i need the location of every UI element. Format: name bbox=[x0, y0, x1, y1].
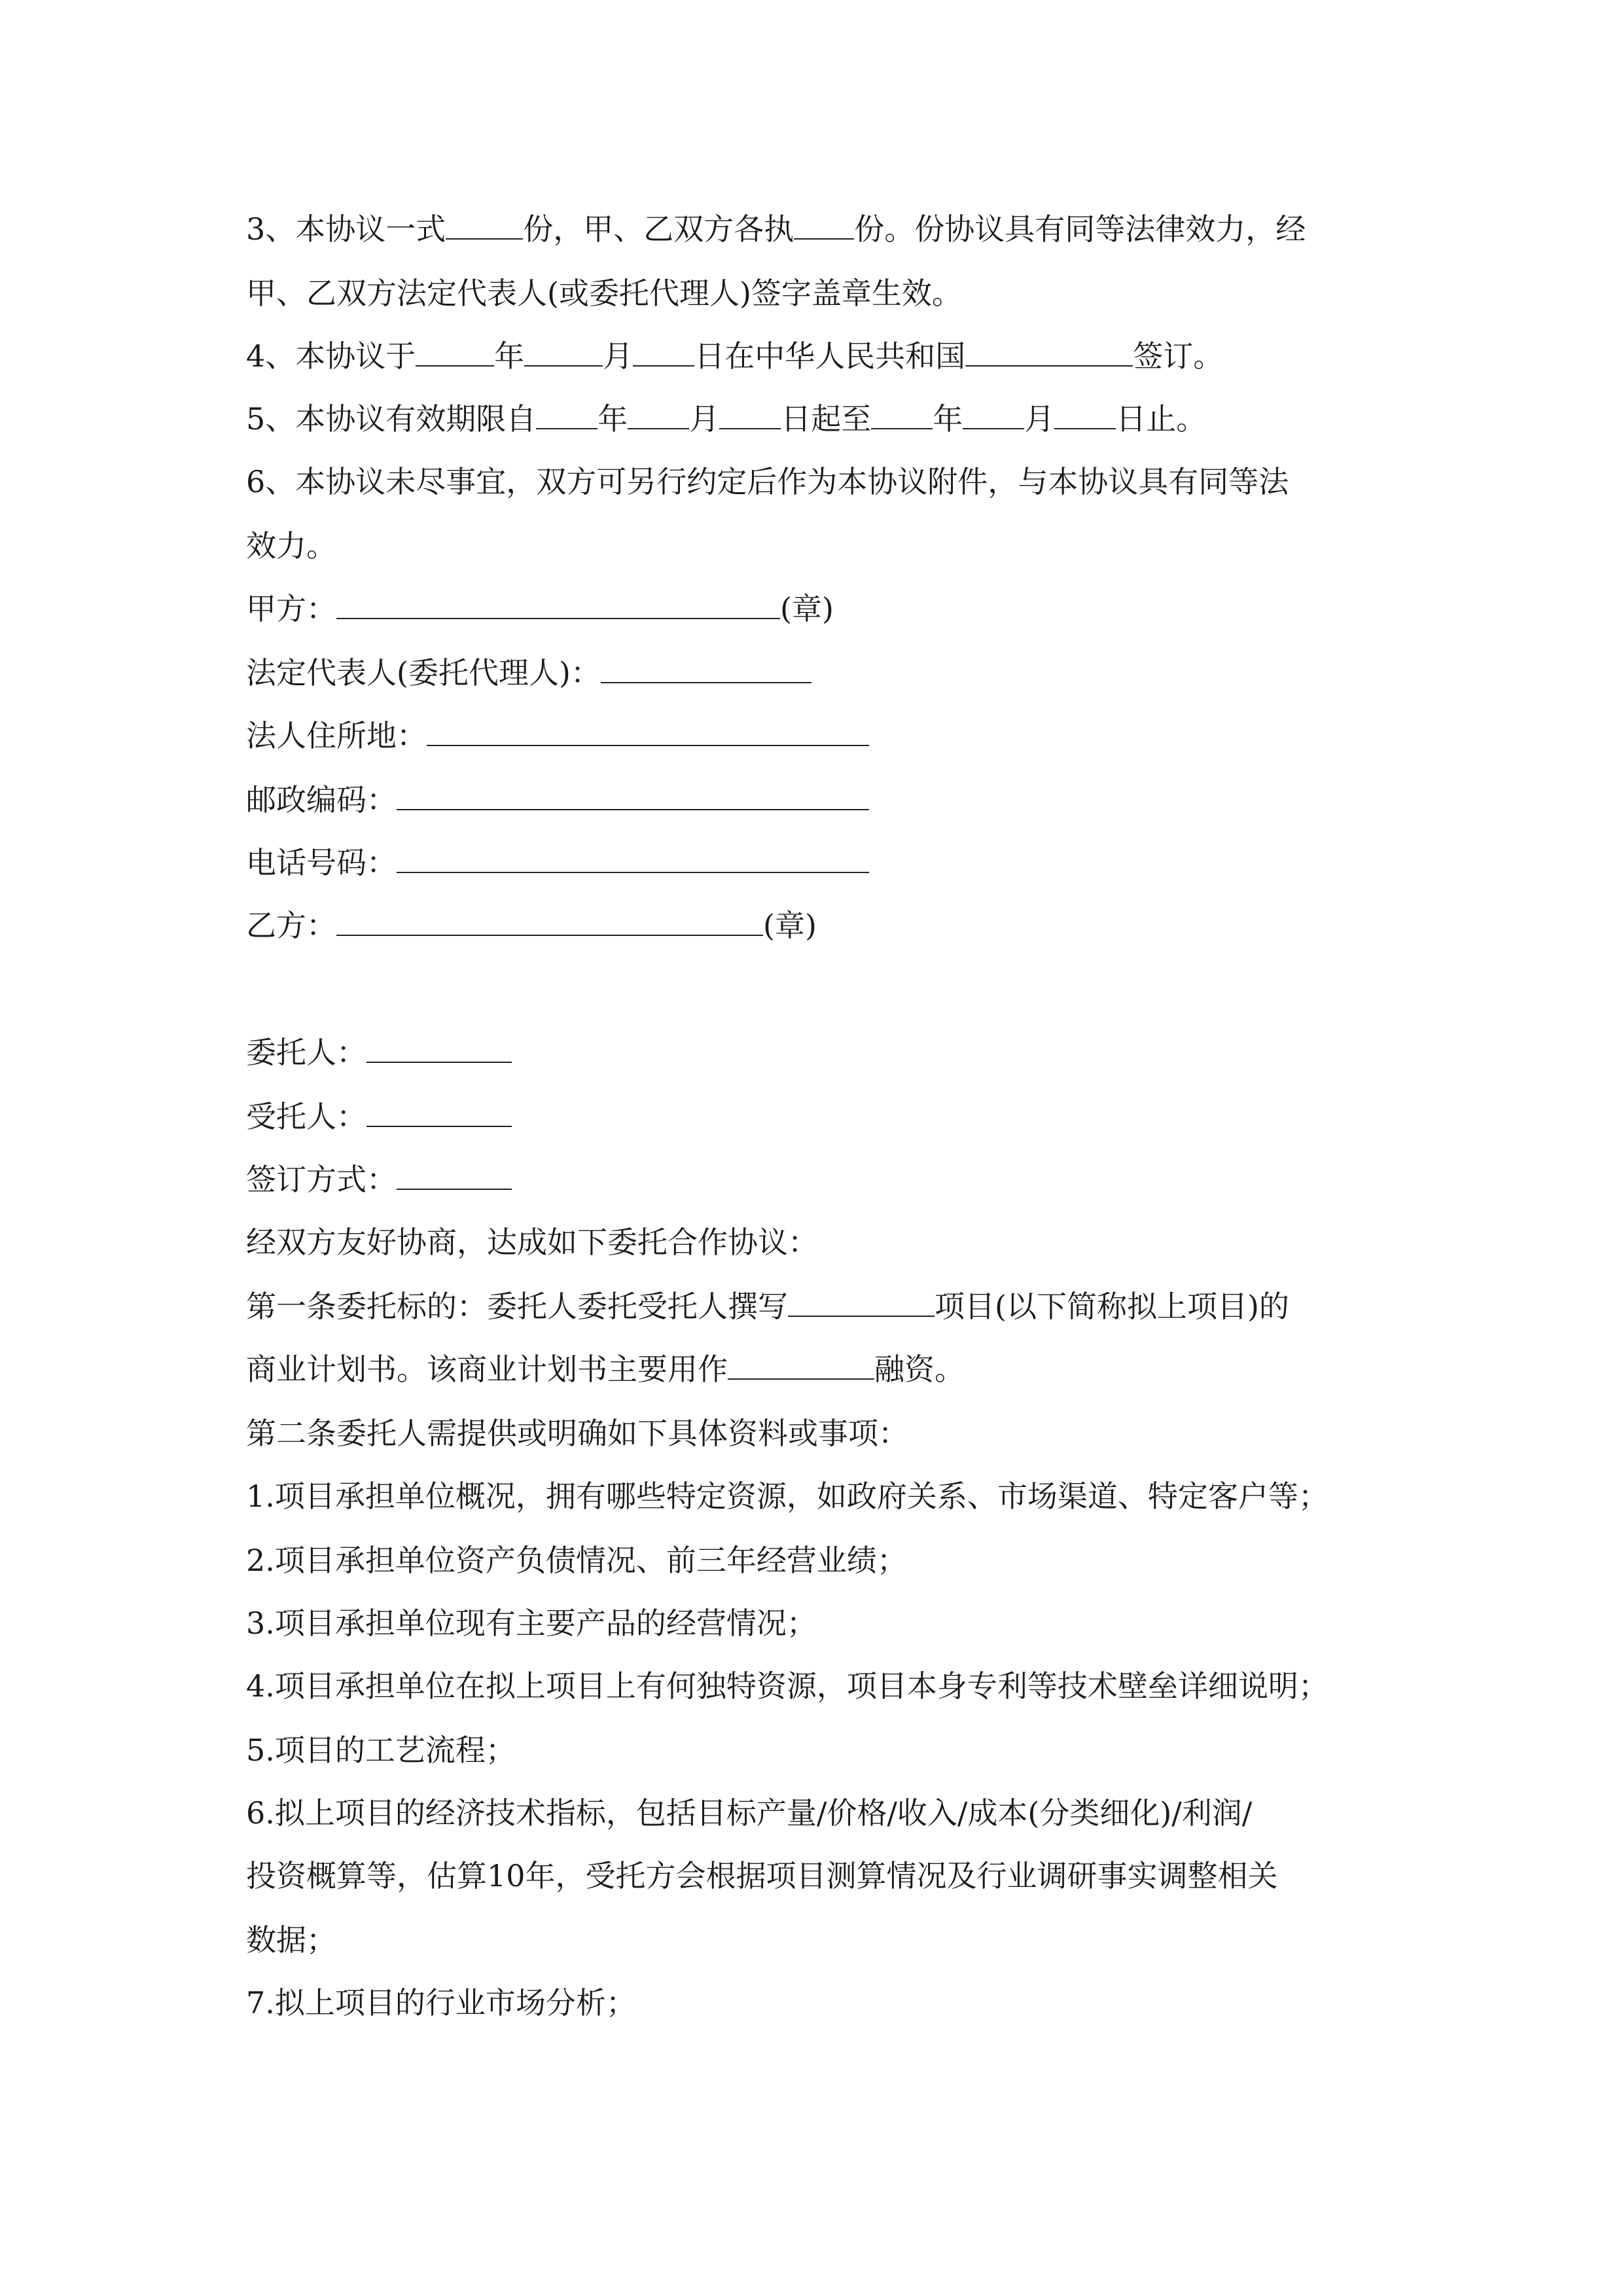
party-a-address-blank[interactable] bbox=[427, 716, 869, 746]
party-a-rep-blank[interactable] bbox=[601, 653, 812, 683]
start-month-blank[interactable] bbox=[628, 399, 689, 429]
list-item-1: 1.项目承担单位概况，拥有哪些特定资源，如政府关系、市场渠道、特定客户等； bbox=[246, 1479, 1329, 1514]
copies-each-blank[interactable] bbox=[794, 209, 854, 240]
clause-5-text-f: 月 bbox=[1024, 401, 1055, 437]
article-1-text-d: 融资。 bbox=[874, 1352, 965, 1387]
party-a-rep-label: 法定代表人(委托代理人)： bbox=[246, 655, 601, 691]
list-item-2: 2.项目承担单位资产负债情况、前三年经营业绩； bbox=[246, 1543, 907, 1578]
list-item-6-line-1: 6.拟上项目的经济技术指标，包括目标产量/价格/收入/成本(分类细化)/利润/ bbox=[246, 1795, 1253, 1831]
clause-5-line bbox=[246, 399, 1206, 439]
list-item-6-line-2: 投资概算等，估算10年，受托方会根据项目测算情况及行业调研事实调整相关 bbox=[246, 1858, 1278, 1893]
party-a-postcode-label: 邮政编码： bbox=[246, 782, 397, 817]
party-b-seal: (章) bbox=[763, 908, 817, 943]
clause-4-text-a: 4、本协议于 bbox=[246, 338, 416, 374]
financing-type-blank[interactable] bbox=[728, 1350, 874, 1380]
end-day-blank[interactable] bbox=[1054, 399, 1116, 429]
clause-5-text-c: 月 bbox=[689, 401, 720, 437]
end-year-blank[interactable] bbox=[871, 399, 933, 429]
article-2-title: 第二条委托人需提供或明确如下具体资料或事项： bbox=[246, 1416, 908, 1451]
sign-year-blank[interactable] bbox=[416, 336, 494, 367]
sign-month-blank[interactable] bbox=[524, 336, 603, 367]
clause-3-line-2: 甲、乙双方法定代表人(或委托代理人)签字盖章生效。 bbox=[246, 276, 962, 311]
clause-5-text-g: 日止。 bbox=[1116, 401, 1207, 437]
party-a-postcode-blank[interactable] bbox=[397, 780, 869, 810]
clause-5-text-b: 年 bbox=[597, 401, 628, 437]
party-a-phone-line bbox=[246, 843, 869, 882]
client-line bbox=[246, 1033, 512, 1072]
clause-6-line-2: 效力。 bbox=[246, 528, 336, 564]
clause-5-text-e: 年 bbox=[933, 401, 963, 437]
client-blank[interactable] bbox=[366, 1033, 512, 1063]
party-a-label: 甲方： bbox=[246, 591, 336, 626]
article-1-text-b: 项目(以下简称拟上项目)的 bbox=[935, 1289, 1289, 1324]
method-line bbox=[246, 1160, 512, 1199]
clause-4-text-c: 月 bbox=[603, 338, 633, 374]
article-1-text-c: 商业计划书。该商业计划书主要用作 bbox=[246, 1352, 728, 1387]
party-a-phone-blank[interactable] bbox=[397, 843, 869, 873]
party-a-postcode-line bbox=[246, 780, 869, 819]
party-b-label: 乙方： bbox=[246, 908, 336, 943]
party-a-line bbox=[246, 589, 834, 628]
list-item-5: 5.项目的工艺流程； bbox=[246, 1732, 516, 1768]
clause-4-text-e: 签订。 bbox=[1133, 338, 1224, 374]
clause-4-text-d: 日在中华人民共和国 bbox=[694, 338, 966, 374]
start-day-blank[interactable] bbox=[719, 399, 781, 429]
clause-3-text-c: 份。份协议具有同等法律效力，经 bbox=[854, 211, 1306, 247]
article-1-text-a: 第一条委托标的：委托人委托受托人撰写 bbox=[246, 1289, 788, 1324]
project-name-blank[interactable] bbox=[788, 1287, 935, 1317]
clause-3-text-a: 3、本协议一式 bbox=[246, 211, 446, 247]
party-a-address-label: 法人住所地： bbox=[246, 718, 427, 753]
sign-place-blank[interactable] bbox=[965, 336, 1133, 367]
list-item-6-line-3: 数据； bbox=[246, 1922, 336, 1958]
start-year-blank[interactable] bbox=[536, 399, 597, 429]
article-1-line-2 bbox=[246, 1350, 965, 1389]
party-a-address-line bbox=[246, 716, 869, 755]
clause-5-text-d: 日起至 bbox=[781, 401, 872, 437]
article-1-line-1 bbox=[246, 1287, 1289, 1326]
intro-line: 经双方友好协商，达成如下委托合作协议： bbox=[246, 1225, 818, 1260]
clause-4-text-b: 年 bbox=[494, 338, 525, 374]
method-label: 签订方式： bbox=[246, 1162, 397, 1197]
clause-5-text-a: 5、本协议有效期限自 bbox=[246, 401, 537, 437]
agent-line bbox=[246, 1097, 512, 1136]
method-blank[interactable] bbox=[397, 1160, 512, 1190]
end-month-blank[interactable] bbox=[963, 399, 1024, 429]
agent-label: 受托人： bbox=[246, 1099, 366, 1134]
clause-3-text-b: 份，甲、乙双方各执 bbox=[523, 211, 794, 247]
clause-4-line bbox=[246, 336, 1223, 376]
party-a-seal: (章) bbox=[780, 591, 834, 626]
clause-6-line-1: 6、本协议未尽事宜，双方可另行约定后作为本协议附件，与本协议具有同等法 bbox=[246, 464, 1289, 499]
agent-blank[interactable] bbox=[366, 1097, 512, 1127]
party-b-name-blank[interactable] bbox=[336, 906, 763, 936]
party-a-phone-label: 电话号码： bbox=[246, 845, 397, 880]
list-item-7: 7.拟上项目的行业市场分析； bbox=[246, 1985, 636, 2020]
list-item-4: 4.项目承担单位在拟上项目上有何独特资源，项目本身专利等技术壁垒详细说明； bbox=[246, 1668, 1329, 1704]
sign-day-blank[interactable] bbox=[633, 336, 694, 367]
copies-total-blank[interactable] bbox=[446, 209, 523, 240]
party-a-rep-line bbox=[246, 653, 812, 692]
party-b-line bbox=[246, 906, 817, 945]
clause-3-line-1 bbox=[246, 209, 1306, 249]
client-label: 委托人： bbox=[246, 1035, 366, 1070]
party-a-name-blank[interactable] bbox=[336, 589, 780, 619]
list-item-3: 3.项目承担单位现有主要产品的经营情况； bbox=[246, 1605, 817, 1641]
